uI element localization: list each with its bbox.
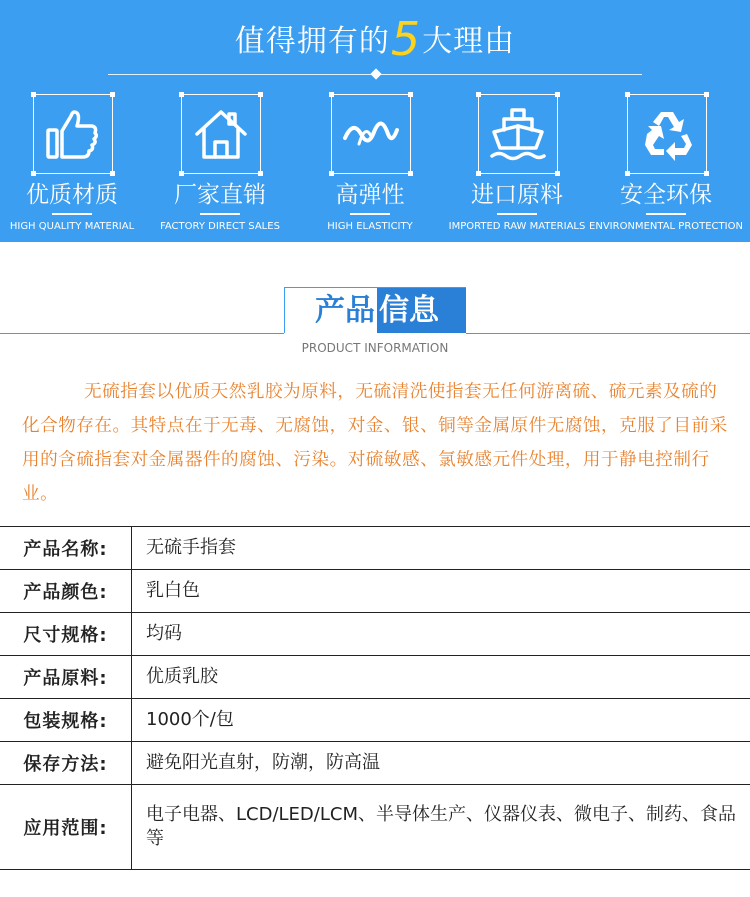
feature-subtitle: ENVIRONMENTAL PROTECTION xyxy=(589,221,743,232)
ship-icon xyxy=(488,104,548,164)
thumbs-up-icon xyxy=(43,104,103,164)
section-divider-right xyxy=(466,333,750,334)
feature-icon-frame xyxy=(627,94,707,174)
reasons-banner xyxy=(0,0,750,242)
section-title-part2: 信息 xyxy=(377,288,466,333)
spec-label: 产品名称: xyxy=(0,527,132,570)
feature-title: 高弹性 xyxy=(335,182,405,208)
feature-icon-frame xyxy=(33,94,113,174)
table-row xyxy=(0,785,750,870)
recycle-icon xyxy=(637,104,697,164)
spec-label: 应用范围: xyxy=(0,785,132,870)
banner-title-number: 5 xyxy=(390,12,422,66)
table-row xyxy=(0,742,750,785)
spec-label: 包装规格: xyxy=(0,699,132,742)
feature-subtitle: FACTORY DIRECT SALES xyxy=(160,221,280,232)
spec-value: 无硫手指套 xyxy=(132,527,750,570)
feature-icon-frame xyxy=(478,94,558,174)
feature-underline xyxy=(350,213,390,215)
table-row xyxy=(0,656,750,699)
spec-label: 尺寸规格: xyxy=(0,613,132,656)
section-title-part1: 产品 xyxy=(285,288,377,333)
product-description: 无硫指套以优质天然乳胶为原料，无硫清洗使指套无任何游离硫、硫元素及硫的化合物存在。其特点在于无毒、无腐蚀，对金、银、铜等金属原件无腐蚀，克服了目前采用的含硫指套对金属器件的腐蚀、污染。对硫敏感、氯敏感元件处理，用于静电控制行业。 xyxy=(22,382,728,504)
spec-value: 1000个/包 xyxy=(132,699,750,742)
banner-title xyxy=(0,14,750,67)
feature-title: 进口原料 xyxy=(471,182,563,208)
spec-label: 产品颜色: xyxy=(0,570,132,613)
table-row xyxy=(0,527,750,570)
banner-divider-dot xyxy=(370,68,381,79)
feature-subtitle: IMPORTED RAW MATERIALS xyxy=(448,221,586,232)
spec-value: 电子电器、LCD/LED/LCM、半导体生产、仪器仪表、微电子、制药、食品等 xyxy=(132,785,750,870)
banner-title-suffix: 大理由 xyxy=(422,24,516,59)
spec-value: 乳白色 xyxy=(132,570,750,613)
spec-value: 优质乳胶 xyxy=(132,656,750,699)
table-row xyxy=(0,699,750,742)
feature-icon-frame xyxy=(331,94,411,174)
spec-label: 保存方法: xyxy=(0,742,132,785)
table-row xyxy=(0,570,750,613)
feature-underline xyxy=(200,213,240,215)
spec-label: 产品原料: xyxy=(0,656,132,699)
section-title xyxy=(284,287,466,333)
feature-quality-material xyxy=(0,90,150,240)
feature-eco-safety xyxy=(589,90,744,240)
table-row xyxy=(0,613,750,656)
feature-title: 厂家直销 xyxy=(174,182,266,208)
feature-title: 优质材质 xyxy=(26,182,118,208)
feature-subtitle: HIGH QUALITY MATERIAL xyxy=(9,221,135,232)
section-subtitle: PRODUCT INFORMATION xyxy=(301,341,449,355)
spec-table xyxy=(0,526,750,870)
house-icon xyxy=(191,104,251,164)
feature-icon-frame xyxy=(181,94,261,174)
section-divider-left xyxy=(0,333,284,334)
feature-high-elasticity xyxy=(298,90,448,240)
banner-title-text: 值得拥有的 xyxy=(234,24,390,59)
feature-underline xyxy=(52,213,92,215)
feature-underline xyxy=(497,213,537,215)
feature-underline xyxy=(646,213,686,215)
feature-title: 安全环保 xyxy=(620,182,712,208)
wave-icon xyxy=(341,104,401,164)
spec-value: 避免阳光直射，防潮，防高温 xyxy=(132,742,750,785)
spec-value: 均码 xyxy=(132,613,750,656)
feature-factory-direct xyxy=(148,90,298,240)
feature-imported-materials xyxy=(445,90,595,240)
feature-subtitle: HIGH ELASTICITY xyxy=(327,221,413,232)
